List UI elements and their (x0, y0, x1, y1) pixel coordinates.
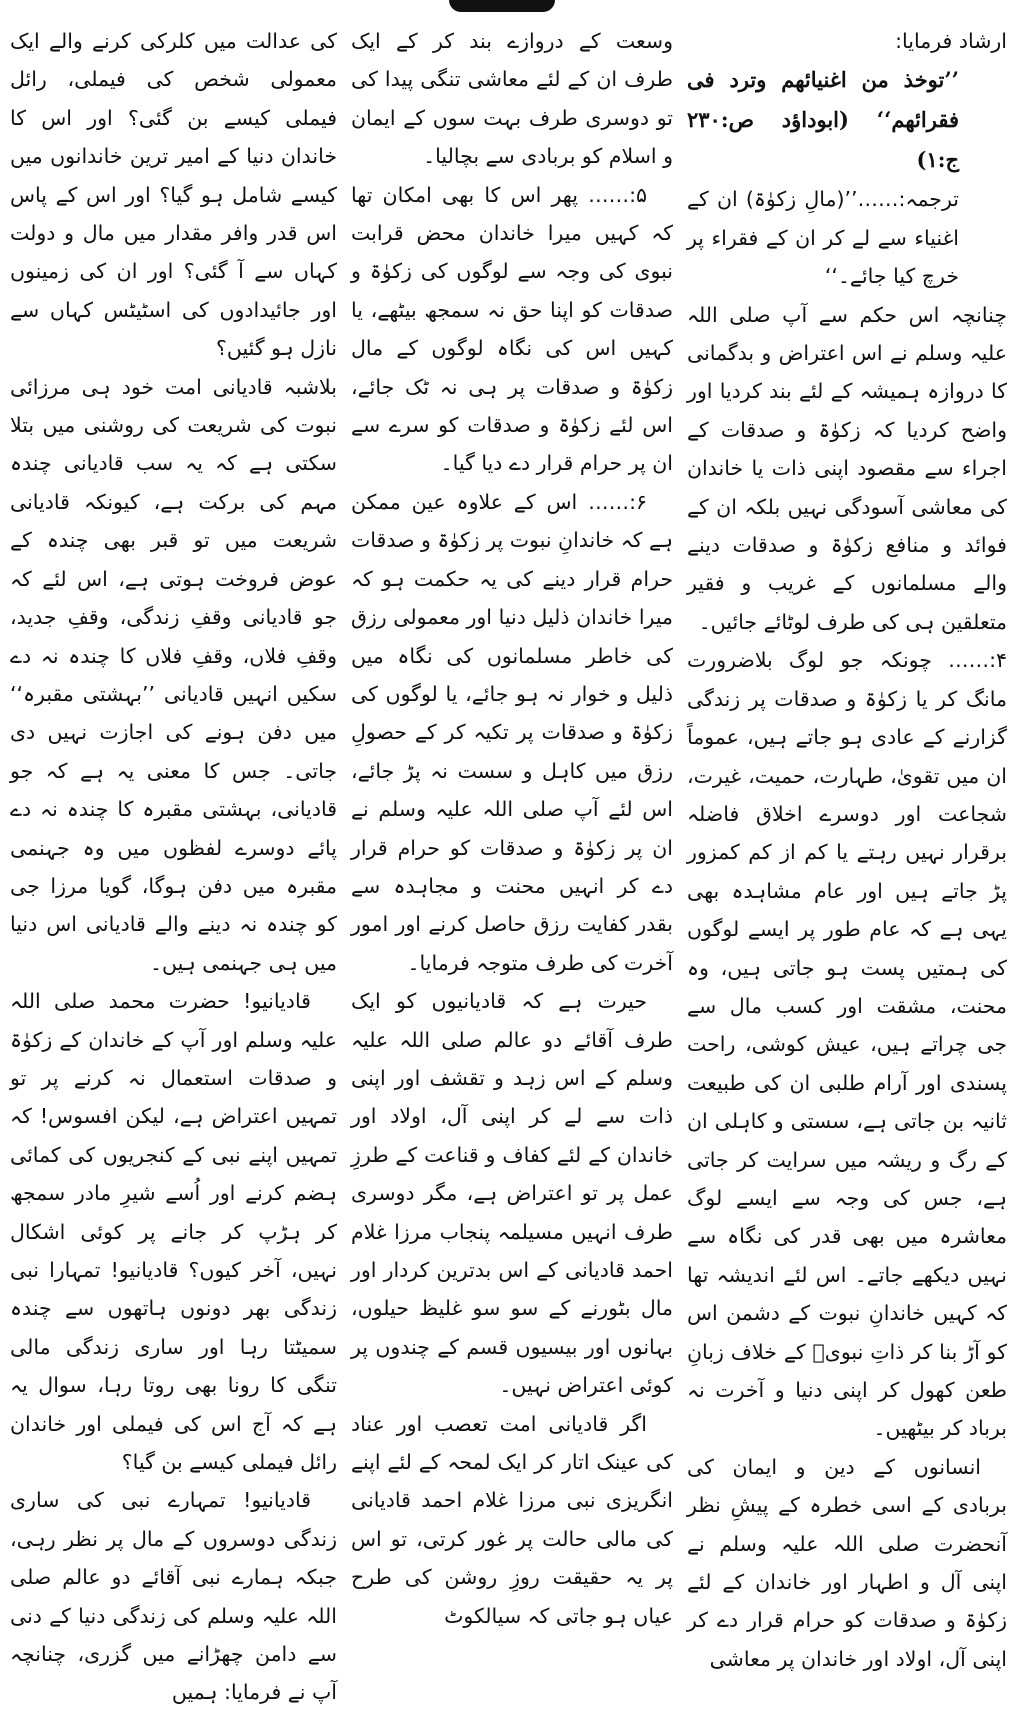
paragraph: وسعت کے دروازے بند کر کے ایک طرف ان کے لئے معاشی تنگی پیدا کی تو دوسری طرف بہت سوں کے ایمان و اسلام کو بربادی سے بچالیا۔ (351, 29, 673, 169)
paragraph: قادیانیو! حضرت محمد صلی اللہ علیہ وسلم اور آپ کے خاندان کے زکوٰۃ و صدقات استعمال نہ کرنے پر تو تمہیں اعتراض ہے، لیکن افسوس! کہ تمہیں اپنے نبی کے کنجریوں کی کمائی ہضم کرنے اور اُسے شیرِ مادر سمجھ کر ہڑپ کر جانے پر کوئی اشکال نہیں، آخر کیوں؟ قادیانیو! تمہارا نبی زندگی بھر دونوں ہاتھوں سے چندہ سمیٹتا رہا اور ساری زندگی مالی تنگی کا رونا بھی روتا رہا، سوال یہ ہے کہ آج اس کی فیملی اور خاندان رائل فیملی کیسے بن گیا؟ (10, 989, 337, 1475)
paragraph: اگر قادیانی امت تعصب اور عناد کی عینک اتار کر ایک لمحہ کے لئے اپنے انگریزی نبی مرزا غلام احمد قادیانی کی مالی حالت پر غور کرتی، تو اس پر یہ حقیقت روزِ روشن کی طرح عیاں ہو جاتی کہ سیالکوٹ (351, 1411, 673, 1628)
paragraph: ۵:…… پھر اس کا بھی امکان تھا کہ کہیں میرا خاندان محض قرابت نبوی کی وجہ سے لوگوں کی زکوٰۃ و صدقات کو اپنا حق نہ سمجھ بیٹھے، یا کہیں اس کی نگاہ لوگوں کے مال زکوٰۃ و صدقات پر ہی نہ ٹک جائے، اس لئے زکوٰۃ و صدقات کو سرے سے ان پر حرام قرار دے دیا گیا۔ (351, 182, 673, 476)
paragraph: ۶:…… اس کے علاوہ عین ممکن ہے کہ خاندانِ نبوت پر زکوٰۃ و صدقات حرام قرار دینے کی یہ حکمت ہو کہ میرا خاندان ذلیل دنیا اور معمولی رزق کی خاطر مسلمانوں کی نگاہ میں ذلیل و خوار نہ ہو جائے، یا لوگوں کی زکوٰۃ و صدقات پر تکیہ کر کے حصولِ رزق میں کاہل و سست نہ پڑ جائے، اس لئے آپ صلی اللہ علیہ وسلم نے ان پر زکوٰۃ و صدقات کو حرام قرار دے کر انہیں محنت و مجاہدہ سے بقدر کفایت رزق حاصل کرنے اور امور آخرت کی طرف متوجہ فرمایا۔ (350, 489, 673, 975)
hadith-quote: ’’توخذ من اغنیائھم وترد فی فقرائھم‘‘ (ابوداؤد ص:۲۳۰ ج:۱) (687, 67, 959, 173)
hadith-translation: ترجمہ:……’’(مالِ زکوٰۃ) ان کے اغنیاء سے لے کر ان کے فقراء پر خرچ کیا جائے۔‘‘ (687, 187, 959, 289)
paragraph: چنانچہ اس حکم سے آپ صلی اللہ علیہ وسلم نے اس اعتراض و بدگمانی کا دروازہ ہمیشہ کے لئے بند کردیا اور واضح کردیا کہ زکوٰۃ و صدقات کے اجراء سے مقصود اپنی ذات یا خاندان کی معاشی آسودگی نہیں بلکہ ان کے فوائد و منافع زکوٰۃ و صدقات دینے والے مسلمانوں کے غریب و فقیر متعلقین ہی کی طرف لوٹائے جائیں۔ (687, 302, 1007, 634)
column-middle (350, 22, 673, 1628)
page-body (10, 22, 1007, 1705)
paragraph: ۴:…… چونکہ جو لوگ بلاضرورت مانگ کر یا زکوٰۃ و صدقات پر زندگی گزارنے کے عادی ہو جاتے ہیں، عموماً ان میں تقویٰ، طہارت، حمیت، غیرت، شجاعت اور دوسرے اخلاق فاضلہ برقرار نہیں رہتے یا کم از کم کمزور پڑ جاتے ہیں اور عام مشاہدہ بھی یہی ہے کہ عام طور پر ایسے لوگوں کی ہمتیں پست ہو جاتی ہیں، وہ محنت، مشقت اور کسب مال سے جی چراتے ہیں، عیش کوشی، راحت پسندی اور آرام طلبی ان کی طبیعت ثانیہ بن جاتی ہے، سستی و کاہلی ان کے رگ و ریشہ میں سرایت کر جاتی ہے، جس کی وجہ سے ایسے لوگ معاشرہ میں بھی قدر کی نگاہ سے نہیں دیکھے جاتے۔ اس لئے اندیشہ تھا کہ کہیں خاندانِ نبوت کے دشمن اس کو آڑ بنا کر ذاتِ نبویؐ کے خلاف زبانِ طعن کھول کر اپنی دنیا و آخرت نہ برباد کر بیٹھیں۔ (687, 648, 1007, 1441)
paragraph: انسانوں کے دین و ایمان کی بربادی کے اسی خطرہ کے پیشِ نظر آنحضرت صلی اللہ علیہ وسلم نے اپنی آل و اطہار اور خاندان کے لئے زکوٰۃ و صدقات کو حرام قرار دے کر اپنی آل، اولاد اور خاندان پر معاشی (687, 1454, 1007, 1671)
header-ornament (449, 0, 555, 12)
paragraph: قادیانیو! تمہارے نبی کی ساری زندگی دوسروں کے مال پر نظر رہی، جبکہ ہمارے نبی آقائے دو عالم صلی اللہ علیہ وسلم کی زندگی دنیا کے دنی سے دامن چھڑانے میں گزری، چنانچہ آپ نے فرمایا: ہمیں (10, 1488, 337, 1705)
column-left (10, 22, 337, 1705)
paragraph: کی عدالت میں کلرکی کرنے والے ایک معمولی شخص کی فیملی، رائل فیملی کیسے بن گئی؟ اور اس کا خاندان دنیا کے امیر ترین خاندانوں میں کیسے شامل ہو گیا؟ اور اس کے پاس اس قدر وافر مقدار میں مال و دولت کہاں سے آ گئی؟ اور ان کی زمینوں اور جائیدادوں کی اسٹیٹس کہاں سے نازل ہو گئیں؟ (10, 29, 337, 361)
paragraph: حیرت ہے کہ قادیانیوں کو ایک طرف آقائے دو عالم صلی اللہ علیہ وسلم کے اس زہد و تقشف اور اپنی ذات سے لے کر اپنی آل، اولاد اور خاندان کے لئے کفاف و قناعت کے طرزِ عمل پر تو اعتراض ہے، مگر دوسری طرف انہیں مسیلمہ پنجاب مرزا غلام احمد قادیانی کے اس بدترین کردار اور مال بٹورنے کے سو سو غلیظ حیلوں، بہانوں اور بیسیوں قسم کے چندوں پر کوئی اعتراض نہیں۔ (351, 989, 673, 1398)
column-right (687, 22, 1007, 1671)
intro-line: ارشاد فرمایا: (895, 29, 1007, 53)
paragraph: بلاشبہ قادیانی امت خود ہی مرزائی نبوت کی شریعت کی روشنی میں بتلا سکتی ہے کہ یہ سب قادیانی چندہ مہم کی برکت ہے، کیونکہ قادیانی شریعت میں تو قبر بھی چندہ کے عوض فروخت ہوتی ہے، اس لئے کہ جو قادیانی وقفِ زندگی، وقفِ جدید، وقفِ فلاں، وقفِ فلاں کا چندہ نہ دے سکیں انہیں قادیانی ’’بہشتی مقبرہ‘‘ میں دفن ہونے کی اجازت نہیں دی جاتی۔ جس کا معنی یہ ہے کہ جو قادیانی، بہشتی مقبرہ کا چندہ نہ دے پائے دوسرے لفظوں میں وہ جہنمی مقبرہ میں دفن ہوگا، گویا مرزا جی کو چندہ نہ دینے والے قادیانی اس دنیا میں ہی جہنمی ہیں۔ (10, 374, 337, 975)
